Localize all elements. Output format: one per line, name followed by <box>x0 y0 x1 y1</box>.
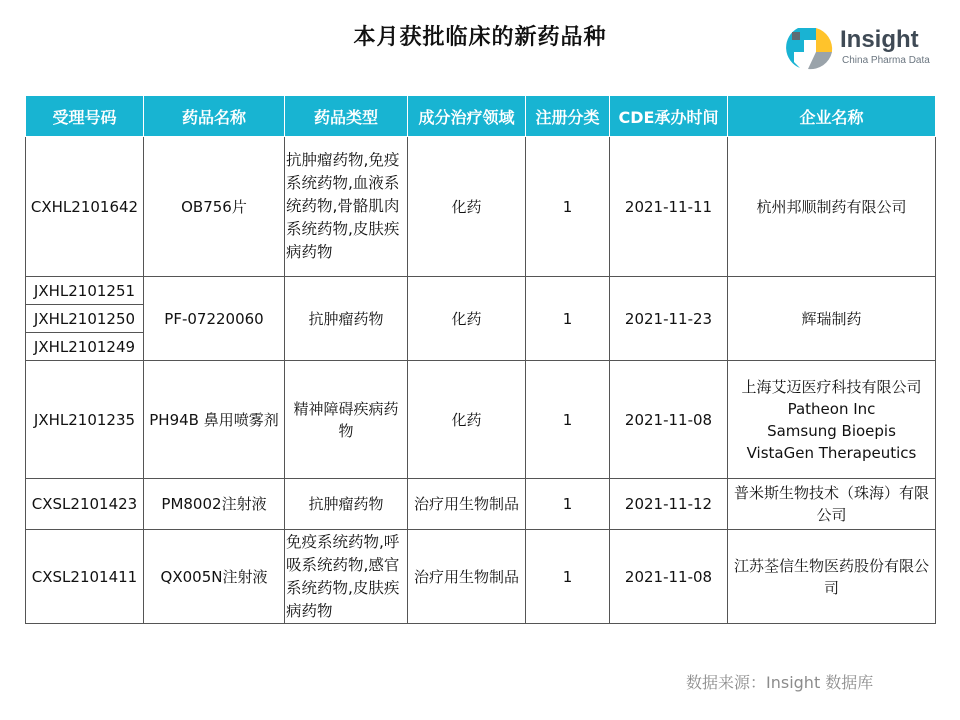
drug-name-cell: PM8002注射液 <box>144 479 285 530</box>
company-line: Samsung Bioepis <box>767 421 896 440</box>
company-line: VistaGen Therapeutics <box>746 443 917 462</box>
header-company: 企业名称 <box>728 96 936 137</box>
registration-class-cell: 1 <box>526 479 610 530</box>
header-accept-number: 受理号码 <box>26 96 144 137</box>
insight-logo <box>786 18 946 74</box>
registration-class-cell: 1 <box>526 137 610 277</box>
therapeutic-field-cell: 化药 <box>408 277 526 361</box>
table-row <box>26 277 936 305</box>
table-row <box>26 479 936 530</box>
accept-number-cell: CXSL2101423 <box>26 479 144 530</box>
insight-logo-icon <box>786 22 836 72</box>
accept-number-cell: JXHL2101250 <box>26 305 144 333</box>
drug-type-cell: 抗肿瘤药物,免疫系统药物,血液系统药物,骨骼肌肉系统药物,皮肤疾病药物 <box>285 137 408 277</box>
logo-brand-text: Insight <box>840 26 919 53</box>
therapeutic-field-cell: 治疗用生物制品 <box>408 530 526 624</box>
table-row <box>26 137 936 277</box>
therapeutic-field-cell: 化药 <box>408 137 526 277</box>
accept-number-cell: JXHL2101249 <box>26 333 144 361</box>
drug-approval-table <box>25 95 936 624</box>
therapeutic-field-cell: 治疗用生物制品 <box>408 479 526 530</box>
accept-number-cell: CXHL2101642 <box>26 137 144 277</box>
company-cell: 杭州邦顺制药有限公司 <box>728 137 936 277</box>
table-row <box>26 530 936 624</box>
data-source-note: 数据来源：Insight 数据库 <box>686 673 874 692</box>
drug-name-cell: PF-07220060 <box>144 277 285 361</box>
company-cell <box>728 361 936 479</box>
header-cde-date: CDE承办时间 <box>610 96 728 137</box>
accept-number-cell: JXHL2101235 <box>26 361 144 479</box>
table-header-row <box>26 96 936 137</box>
page-title: 本月获批临床的新药品种 <box>353 25 607 50</box>
header-registration-class: 注册分类 <box>526 96 610 137</box>
accept-number-cell: CXSL2101411 <box>26 530 144 624</box>
company-line: 上海艾迈医疗科技有限公司 <box>741 377 922 396</box>
header-therapeutic-field: 成分治疗领域 <box>408 96 526 137</box>
company-cell: 江苏荃信生物医药股份有限公司 <box>728 530 936 624</box>
accept-number-cell: JXHL2101251 <box>26 277 144 305</box>
company-line: Patheon Inc <box>787 399 876 418</box>
therapeutic-field-cell: 化药 <box>408 361 526 479</box>
drug-type-cell: 抗肿瘤药物 <box>285 479 408 530</box>
drug-type-cell: 抗肿瘤药物 <box>285 277 408 361</box>
cde-date-cell: 2021-11-08 <box>610 530 728 624</box>
drug-type-cell: 免疫系统药物,呼吸系统药物,感官系统药物,皮肤疾病药物 <box>285 530 408 624</box>
company-cell: 普米斯生物技术（珠海）有限公司 <box>728 479 936 530</box>
company-cell: 辉瑞制药 <box>728 277 936 361</box>
drug-name-cell: PH94B 鼻用喷雾剂 <box>144 361 285 479</box>
registration-class-cell: 1 <box>526 361 610 479</box>
drug-name-cell: QX005N注射液 <box>144 530 285 624</box>
drug-name-cell: OB756片 <box>144 137 285 277</box>
logo-subtitle: China Pharma Data <box>842 55 930 66</box>
table-row <box>26 361 936 479</box>
cde-date-cell: 2021-11-12 <box>610 479 728 530</box>
header-drug-name: 药品名称 <box>144 96 285 137</box>
registration-class-cell: 1 <box>526 277 610 361</box>
drug-type-cell: 精神障碍疾病药物 <box>285 361 408 479</box>
cde-date-cell: 2021-11-08 <box>610 361 728 479</box>
cde-date-cell: 2021-11-11 <box>610 137 728 277</box>
registration-class-cell: 1 <box>526 530 610 624</box>
cde-date-cell: 2021-11-23 <box>610 277 728 361</box>
header-drug-type: 药品类型 <box>285 96 408 137</box>
